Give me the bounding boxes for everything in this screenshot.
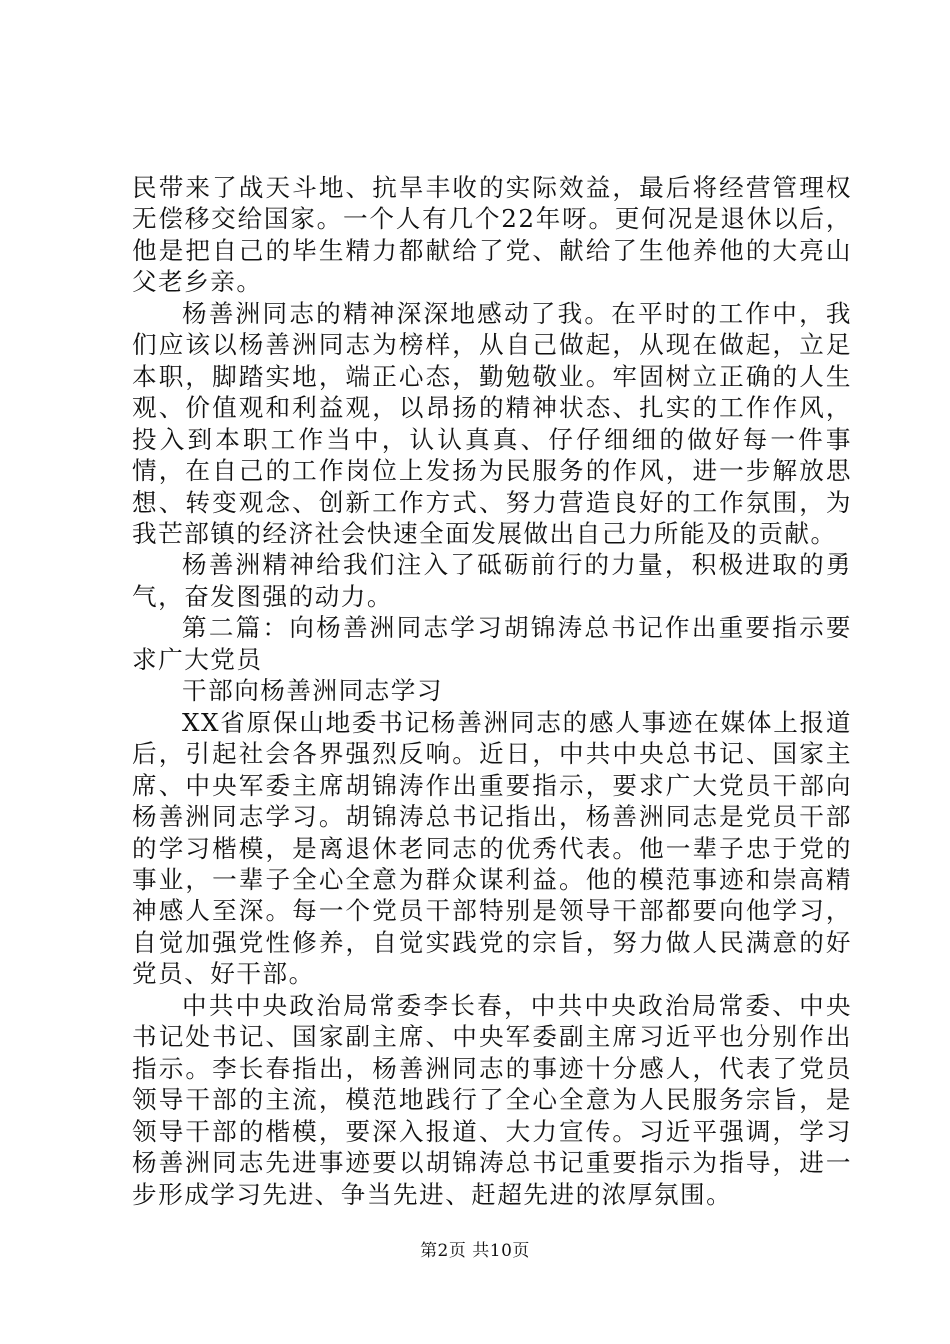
paragraph-5: 中共中央政治局常委李长春，中共中央政治局常委、中央书记处书记、国家副主席、中央军委副主席习近平也分别作出指示。李长春指出，杨善洲同志的事迹十分感人，代表了党员领导干部的主流，模范地践行了全心全意为人民服务宗旨，是领导干部的楷模，要深入报道、大力宣传。习近平强调，学习杨善洲同志先进事迹要以胡锦涛总书记重要指示为指导，进一步形成学习先进、争当先进、赶超先进的浓厚氛围。 — [132, 990, 852, 1209]
page-footer — [0, 1240, 950, 1262]
paragraph-2: 杨善洲同志的精神深深地感动了我。在平时的工作中，我们应该以杨善洲同志为榜样，从自己做起，从现在做起，立足本职，脚踏实地，端正心态，勤勉敬业。牢固树立正确的人生观、价值观和利益观，以昂扬的精神状态、扎实的工作作风，投入到本职工作当中，认认真真、仔仔细细的做好每一件事情，在自己的工作岗位上发扬为民服务的作风，进一步解放思想、转变观念、创新工作方式、努力营造良好的工作氛围，为我芒部镇的经济社会快速全面发展做出自己力所能及的贡献。 — [132, 298, 852, 548]
paragraph-3: 杨善洲精神给我们注入了砥砺前行的力量，积极进取的勇气，奋发图强的动力。 — [132, 550, 852, 611]
paragraph-1: 民带来了战天斗地、抗旱丰收的实际效益，最后将经营管理权无偿移交给国家。一个人有几个22年呀。更何况是退休以后，他是把自己的毕生精力都献给了党、献给了生他养他的大亮山父老乡亲。 — [132, 173, 852, 297]
section-heading: 第二篇：向杨善洲同志学习胡锦涛总书记作出重要指示要求广大党员 — [132, 613, 852, 674]
page-number: 第2页 共10页 — [420, 1241, 530, 1261]
document-body — [132, 172, 852, 1210]
section-heading-continuation: 干部向杨善洲同志学习 — [182, 676, 443, 706]
paragraph-4: XX省原保山地委书记杨善洲同志的感人事迹在媒体上报道后，引起社会各界强烈反响。近日，中共中央总书记、国家主席、中央军委主席胡锦涛作出重要指示，要求广大党员干部向杨善洲同志学习。胡锦涛总书记指出，杨善洲同志是党员干部的学习楷模，是离退休老同志的优秀代表。他一辈子忠于党的事业，一辈子全心全意为群众谋利益。他的模范事迹和崇高精神感人至深。每一个党员干部特别是领导干部都要向他学习，自觉加强党性修养，自觉实践党的宗旨，努力做人民满意的好党员、好干部。 — [132, 707, 852, 989]
